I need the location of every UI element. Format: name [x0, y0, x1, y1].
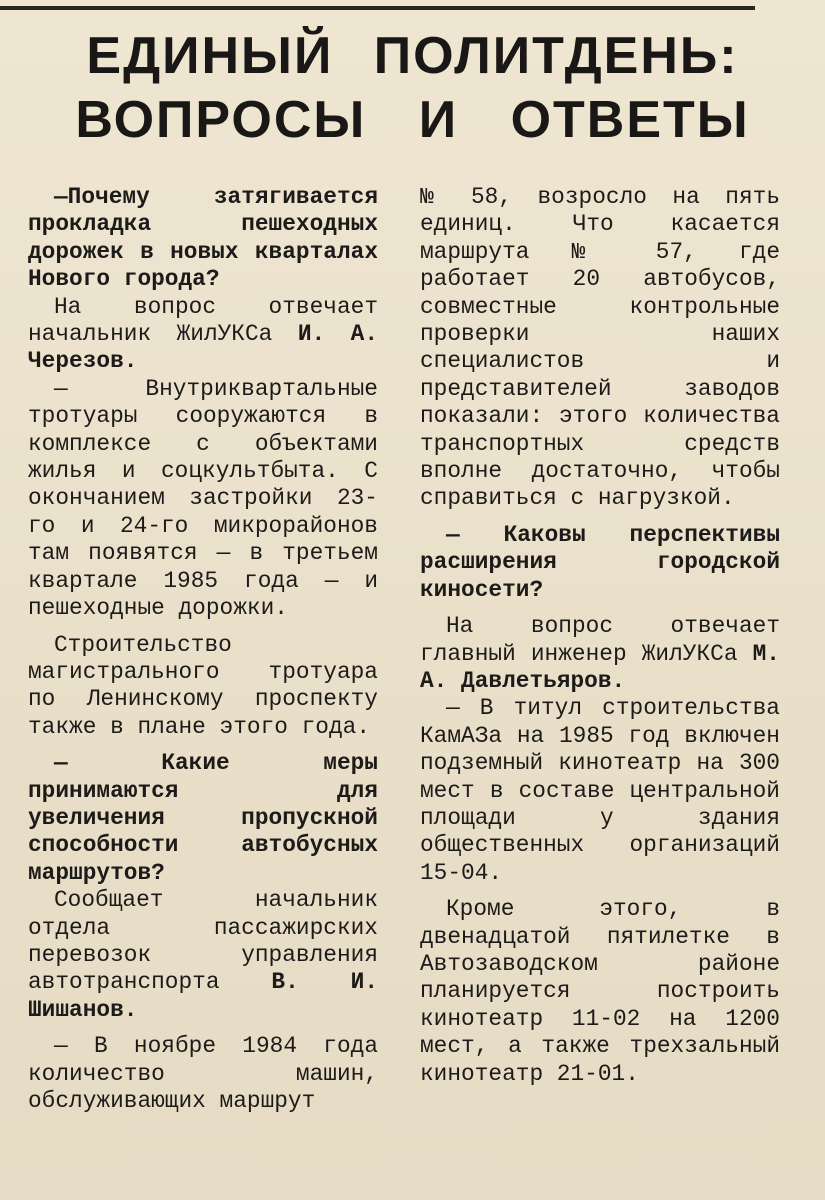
- question-2: — Какие меры принимаются для увеличения пропускной способности автобусных маршрутов?: [28, 750, 378, 886]
- question-3: — Каковы перспективы расширения городской киносети?: [420, 521, 780, 603]
- answer-1-name: И. А. Черезов.: [28, 321, 378, 375]
- answer-1-paragraph-2: Строительство магистрального тротуара по Ленинскому проспекту также в плане этого года.: [28, 631, 378, 740]
- answer-1-paragraph-1: — Внутриквартальные тротуары сооружаются в комплексе с объектами жилья и соцкультбыта. С окончанием застройки 23-го и 24-го микрорайонов там появятся — в третьем квартале 1985 года — и пешеходные дорожки.: [28, 375, 378, 622]
- headline-line-1: ЕДИНЫЙ ПОЛИТДЕНЬ:: [86, 27, 739, 85]
- answer-3-intro-text: На вопрос отвечает главный инженер ЖилУКСа: [420, 613, 780, 667]
- answer-1-intro-text: На вопрос отвечает начальник ЖилУКСа: [28, 293, 378, 348]
- answer-2-intro: [28, 887, 378, 1024]
- right-column: [420, 184, 780, 1088]
- headline: [0, 24, 825, 152]
- column-divider: [398, 184, 399, 1144]
- answer-3-paragraph-1: — В титул строительства КамАЗа на 1985 год включен подземный кинотеатр на 300 мест в составе центральной площади у здания общественных организаций 15-04.: [420, 695, 780, 886]
- headline-line-2: ВОПРОСЫ И ОТВЕТЫ: [75, 91, 750, 149]
- question-1: —Почему затягивается прокладка пешеходных дорожек в новых кварталах Нового города?: [28, 184, 378, 293]
- left-column: [28, 184, 378, 1115]
- answer-3-paragraph-2: Кроме этого, в двенадцатой пятилетке в Автозаводском районе планируется построить кинотеатр 11-02 на 1200 мест, а также трехзальный кинотеатр 21-01.: [420, 896, 780, 1087]
- answer-3-name: М. А. Давлетьяров.: [420, 640, 780, 694]
- answer-2-intro-text: Сообщает начальник отдела пассажирских перевозок управления автотранспорта: [28, 887, 378, 996]
- answer-2-name: В. И. Шишанов.: [28, 969, 378, 1023]
- answer-1-intro: [28, 294, 378, 376]
- answer-2-paragraph-1: — В ноябре 1984 года количество машин, обслуживающих маршрут: [28, 1033, 378, 1114]
- answer-3-intro: [420, 613, 780, 695]
- answer-2-continued: № 58, возросло на пять единиц. Что касается маршрута № 57, где работает 20 автобусов, совместные контрольные проверки наших специалистов и представителей заводов показали: этого количества транспортных средств вполне достаточно, чтобы справиться с нагрузкой.: [420, 184, 780, 512]
- top-rule: [0, 6, 755, 10]
